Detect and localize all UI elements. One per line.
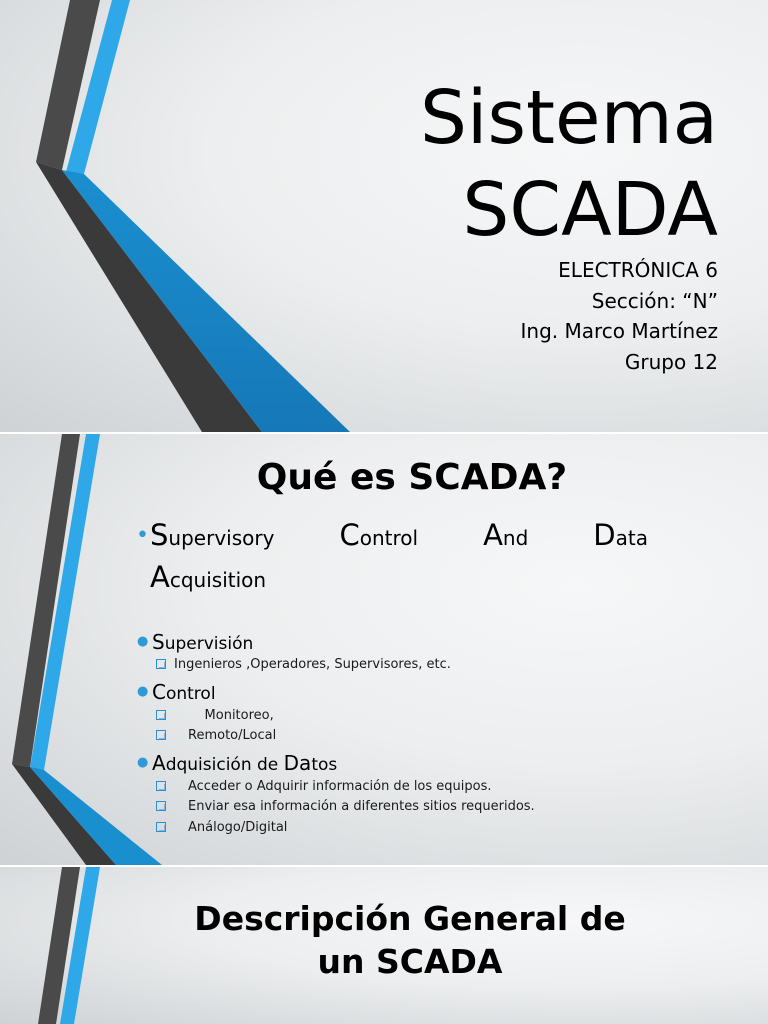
acronym-bullet [136, 516, 648, 600]
subtitle-section: Sección: “N” [591, 288, 718, 313]
sub-item: Análogo/Digital [137, 818, 697, 839]
slide-title [0, 0, 768, 432]
sub-item: Acceder o Adquirir información de los equipos. [137, 777, 697, 798]
list-item-data-acquisition: ● Adquisición de Datos [137, 747, 697, 777]
scada-functions-list [137, 629, 697, 838]
slide-title-heading [420, 72, 718, 256]
bullet-dot-icon: • [136, 523, 149, 548]
acronym-word: Acquisition [150, 560, 267, 594]
bullet-dot-icon: ● [137, 754, 149, 770]
slide-heading: Qué es SCADA? [256, 457, 568, 498]
bullet-dot-icon: ● [137, 683, 149, 699]
acronym-word: Data [593, 518, 648, 552]
checkbox-bullet-icon [156, 822, 166, 832]
sub-item: Remoto/Local [137, 726, 697, 747]
subtitle [521, 255, 718, 377]
sub-item: Enviar esa información a diferentes sitios requeridos. [137, 797, 697, 818]
checkbox-bullet-icon [156, 781, 166, 791]
title-line-2: SCADA [462, 167, 718, 253]
subtitle-group: Grupo 12 [624, 349, 718, 374]
checkbox-bullet-icon [156, 710, 166, 720]
slide-general-description [0, 867, 768, 1024]
acronym-word: Control [339, 518, 419, 552]
checkbox-bullet-icon [156, 659, 166, 669]
acronym-word: And [483, 518, 529, 552]
list-item-supervision: ● Supervisión [137, 630, 254, 654]
slide-heading [150, 897, 670, 983]
acronym-line-2 [150, 558, 648, 600]
sub-item: Monitoreo, [137, 706, 697, 727]
title-line-1: Descripción General de [194, 899, 626, 938]
subtitle-teacher: Ing. Marco Martínez [520, 319, 718, 343]
list-item-control: ● Control [137, 676, 697, 706]
title-line-2: un SCADA [317, 942, 503, 981]
bullet-dot-icon: ● [137, 634, 149, 649]
title-line-1: Sistema [419, 75, 718, 161]
checkbox-bullet-icon [156, 730, 166, 740]
acronym-line-1 [150, 516, 648, 558]
subtitle-course: ELECTRÓNICA 6 [558, 258, 718, 282]
acronym-word: Supervisory [150, 518, 275, 552]
sub-item: Ingenieros ,Operadores, Supervisores, etc. [137, 655, 697, 676]
checkbox-bullet-icon [156, 801, 166, 811]
slide-what-is-scada [0, 434, 768, 865]
